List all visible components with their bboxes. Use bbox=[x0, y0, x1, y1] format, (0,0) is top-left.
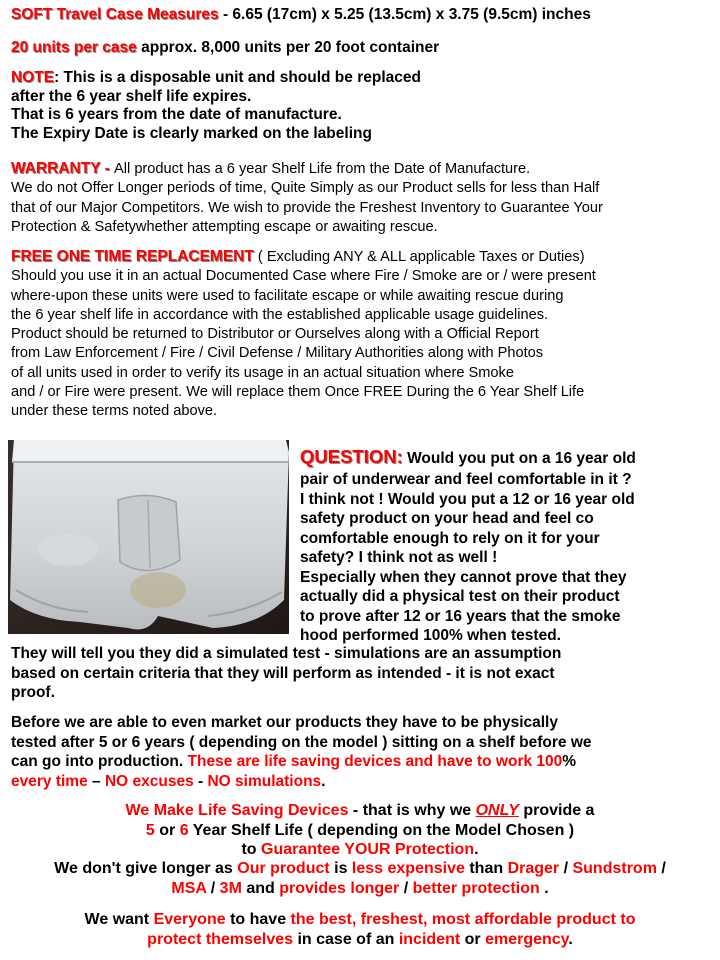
closing-highlight: Drager bbox=[507, 860, 560, 877]
measures-label: SOFT Travel Case Measures bbox=[11, 6, 219, 23]
replacement-line: where-upon these units were used to facilitate escape or while awaiting rescue during bbox=[11, 287, 564, 304]
measures-line bbox=[11, 6, 591, 24]
closing-highlight: MSA bbox=[171, 880, 207, 897]
note-line: after the 6 year shelf life expires. bbox=[11, 87, 252, 105]
simulated-line: based on certain criteria that they will perform as intended - it is not exact bbox=[11, 664, 555, 682]
closing-highlight: better protection bbox=[412, 880, 540, 897]
closing-text: provide a bbox=[518, 802, 595, 819]
closing-text: / bbox=[399, 880, 413, 897]
question-line: Would you put on a 16 year old bbox=[402, 450, 636, 467]
market-line bbox=[11, 772, 592, 792]
question-line: Especially when they cannot prove that they bbox=[300, 568, 627, 586]
closing-text: / bbox=[559, 860, 573, 877]
market-highlight: These are life saving devices and have to work 100 bbox=[187, 753, 563, 770]
note-label: NOTE bbox=[11, 69, 55, 86]
closing-highlight: 3M bbox=[219, 880, 242, 897]
closing-text: / bbox=[656, 860, 666, 877]
closing-highlight: less expensive bbox=[351, 860, 465, 877]
market-text: – bbox=[87, 772, 105, 790]
warranty-label: WARRANTY - bbox=[11, 160, 115, 177]
replacement-line: Product should be returned to Distributor or Ourselves along with a Official Report bbox=[11, 326, 539, 343]
replacement-section bbox=[11, 247, 596, 422]
question-line: pair of underwear and feel comfortable in it ? bbox=[300, 471, 632, 488]
closing-text: We don't give longer as bbox=[54, 860, 238, 877]
replacement-line: ( Excluding ANY & ALL applicable Taxes or Duties) bbox=[253, 249, 585, 265]
simulated-line: They will tell you they did a simulated test - simulations are an assumption bbox=[11, 645, 562, 662]
closing-highlight: Our product bbox=[237, 860, 330, 877]
warranty-line: All product has a 6 year Shelf Life from the Date of Manufacture. bbox=[114, 161, 531, 177]
underwear-illustration bbox=[8, 440, 289, 634]
question-line: I think not ! Would you put a 12 or 16 year old bbox=[300, 490, 635, 508]
market-text: . bbox=[321, 772, 326, 790]
closing-text: to bbox=[241, 841, 261, 858]
question-line: actually did a physical test on their product bbox=[300, 588, 620, 605]
closing-highlight: ONLY bbox=[475, 802, 519, 819]
question-line: comfortable enough to rely on it for your bbox=[300, 529, 600, 547]
closing-highlight: incident bbox=[398, 931, 461, 948]
closing-text: or bbox=[460, 931, 486, 948]
closing-highlight: protect themselves bbox=[147, 931, 294, 948]
closing-highlight: Sundstrom bbox=[572, 860, 657, 877]
closing-line bbox=[0, 800, 720, 821]
closing-highlight: 5 bbox=[145, 822, 155, 839]
closing-text: in case of an bbox=[293, 931, 399, 948]
warranty-line: that of our Major Competitors. We wish to provide the Freshest Inventory to Guarantee Your bbox=[11, 199, 603, 216]
replacement-line: and / or Fire were present. We will replace them Once FREE During the 6 Year Shelf Life bbox=[11, 384, 585, 401]
closing-highlight: 6 bbox=[179, 822, 189, 839]
replacement-line: of all units used in order to verify its usage in an actual situation where Smoke bbox=[11, 364, 514, 381]
closing-highlight: Guarantee YOUR Protection bbox=[261, 841, 475, 858]
measures-value: - 6.65 (17cm) x 5.25 (13.5cm) x 3.75 (9.5cm) inches bbox=[218, 6, 591, 23]
closing-line bbox=[0, 878, 720, 899]
closing-text: / bbox=[206, 880, 220, 897]
units-line bbox=[11, 39, 439, 57]
market-line bbox=[11, 752, 592, 772]
market-highlight: NO simulations bbox=[207, 772, 322, 790]
question-label: QUESTION: bbox=[300, 446, 403, 467]
closing-line bbox=[0, 909, 720, 930]
closing-text: than bbox=[464, 860, 508, 877]
replacement-line: from Law Enforcement / Fire / Civil Defense / Military Authorities along with Photos bbox=[11, 345, 544, 362]
closing-text: - that is why we bbox=[348, 802, 476, 819]
market-line: tested after 5 or 6 years ( depending on the model ) sitting on a shelf before we bbox=[11, 733, 592, 751]
question-line: safety? I think not as well ! bbox=[300, 549, 498, 566]
closing-text: is bbox=[329, 860, 352, 877]
market-paragraph bbox=[11, 713, 592, 791]
replacement-line: Should you use it in an actual Documented Case where Fire / Smoke are or / were present bbox=[11, 268, 596, 285]
units-label: 20 units per case bbox=[11, 39, 137, 56]
closing-line bbox=[0, 858, 720, 879]
warranty-line: Protection & Safetywhether attempting escape or awaiting rescue. bbox=[11, 218, 438, 235]
closing-text: to have bbox=[225, 911, 291, 928]
market-text: % bbox=[562, 753, 577, 770]
note-section bbox=[11, 69, 421, 143]
closing-text: Year Shelf Life ( depending on the Model Chosen ) bbox=[188, 822, 575, 839]
note-line: That is 6 years from the date of manufacture. bbox=[11, 106, 342, 123]
market-highlight: NO excuses bbox=[104, 772, 194, 790]
closing-line bbox=[0, 820, 720, 841]
closing-text: . bbox=[539, 880, 549, 897]
question-first-line bbox=[300, 447, 636, 469]
closing-text: We want bbox=[84, 911, 154, 928]
simulated-paragraph bbox=[11, 644, 561, 703]
closing-highlight: Everyone bbox=[153, 911, 226, 928]
closing-text: and bbox=[241, 880, 280, 897]
closing-line bbox=[0, 839, 720, 860]
market-text: can go into production. bbox=[11, 753, 188, 770]
closing-text: . bbox=[568, 931, 573, 948]
simulated-line: proof. bbox=[11, 684, 55, 701]
question-line: safety product on your head and feel co bbox=[300, 510, 594, 527]
question-line: hood performed 100% when tested. bbox=[300, 627, 561, 644]
replacement-line: under these terms noted above. bbox=[11, 403, 218, 420]
replacement-line: the 6 year shelf life in accordance with the established applicable usage guidelines. bbox=[11, 306, 549, 323]
market-highlight: every time bbox=[11, 772, 88, 790]
question-line: to prove after 12 or 16 years that the smoke bbox=[300, 607, 621, 625]
market-text: - bbox=[193, 772, 208, 790]
note-line: : This is a disposable unit and should be replaced bbox=[54, 69, 421, 86]
replacement-label: FREE ONE TIME REPLACEMENT bbox=[11, 248, 254, 265]
closing-highlight: the best, freshest, most affordable product to bbox=[290, 911, 636, 928]
underwear-photo bbox=[8, 440, 289, 634]
closing-highlight: emergency bbox=[485, 931, 569, 948]
closing-highlight: provides longer bbox=[279, 880, 400, 897]
note-line: The Expiry Date is clearly marked on the labeling bbox=[11, 124, 372, 142]
market-line: Before we are able to even market our products they have to be physically bbox=[11, 714, 558, 731]
units-value: approx. 8,000 units per 20 foot container bbox=[136, 39, 440, 56]
closing-highlight: We Make Life Saving Devices bbox=[125, 802, 349, 819]
closing-line bbox=[0, 929, 720, 950]
closing-text: or bbox=[154, 822, 180, 839]
warranty-line: We do not Offer Longer periods of time, Quite Simply as our Product sells for less than Half bbox=[11, 180, 600, 197]
closing-text: . bbox=[474, 841, 479, 858]
warranty-section bbox=[11, 159, 603, 237]
